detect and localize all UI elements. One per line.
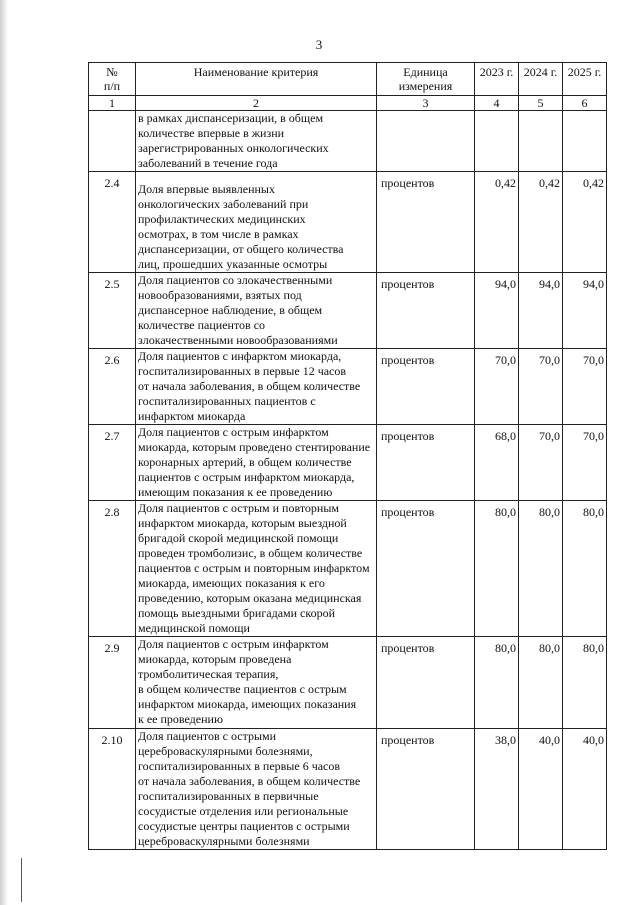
- criterion-name-line: имеющим показания к ее проведению: [138, 485, 333, 499]
- criterion-name-line: помощь выездными бригадами скорой: [138, 606, 336, 620]
- unit-of-measure: процентов: [377, 501, 475, 637]
- criterion-name-line: лиц, прошедших указанные осмотры: [138, 257, 328, 271]
- criterion-name-line: в рамках диспансеризации, в общем: [138, 111, 324, 125]
- criterion-name-line: цереброваскулярными болезнями,: [138, 744, 313, 758]
- criterion-name-line: от начала заболевания, в общем количестве: [138, 774, 361, 788]
- criterion-name-line: коронарных артерий, в общем количестве: [138, 455, 352, 469]
- criterion-name: [136, 273, 377, 349]
- criterion-name-line: тромболитическая терапия,: [138, 667, 279, 681]
- criterion-name-line: миокарда, которым проведено стентирование: [138, 440, 371, 454]
- header-number: № п/п: [89, 63, 136, 96]
- criterion-name-line: сосудистые центры пациентов с острыми: [138, 819, 350, 833]
- criterion-name: [136, 637, 377, 729]
- value-2023: 80,0: [475, 637, 519, 729]
- value-2024: 94,0: [519, 273, 563, 349]
- scan-margin-mark: [21, 858, 22, 902]
- value-2025: 94,0: [563, 273, 607, 349]
- value-2024: 70,0: [519, 349, 563, 425]
- column-number: 1: [89, 96, 136, 111]
- value-2023: [475, 111, 519, 172]
- value-2024: 70,0: [519, 425, 563, 501]
- value-2023: 38,0: [475, 729, 519, 850]
- value-2025: 0,42: [563, 172, 607, 273]
- criteria-table: [88, 62, 607, 850]
- criterion-name-line: в общем количестве пациентов с острым: [138, 682, 347, 696]
- criterion-name-line: зарегистрированных онкологических: [138, 141, 329, 155]
- criterion-name-line: злокачественными новообразованиями: [138, 333, 338, 347]
- criterion-name-line: госпитализированных пациентов с: [138, 394, 316, 408]
- criterion-name-line: пациентов с острым инфарктом миокарда,: [138, 470, 355, 484]
- criterion-name: [136, 172, 377, 273]
- row-number: 2.6: [89, 349, 136, 425]
- row-number: 2.8: [89, 501, 136, 637]
- value-2025: 70,0: [563, 349, 607, 425]
- criterion-name-line: Доля пациентов с острым инфарктом: [138, 425, 329, 439]
- criterion-name-line: инфарктом миокарда, которым выездной: [138, 516, 347, 530]
- value-2025: 80,0: [563, 637, 607, 729]
- value-2025: [563, 111, 607, 172]
- value-2024: 80,0: [519, 501, 563, 637]
- criterion-name-line: инфарктом миокарда: [138, 409, 246, 423]
- criterion-name-line: проведен тромболизис, в общем количестве: [138, 546, 363, 560]
- criterion-name-line: миокарда, которым проведена: [138, 652, 292, 666]
- criterion-name-line: пациентов с острым и повторным инфарктом: [138, 561, 370, 575]
- criterion-name: [136, 111, 377, 172]
- criterion-name-line: Доля пациентов с острым инфарктом: [138, 637, 329, 651]
- criterion-name-line: Доля пациентов с острым и повторным: [138, 501, 339, 515]
- criterion-name-line: осмотрах, в том числе в рамках: [138, 227, 299, 241]
- table-row: [89, 501, 607, 637]
- unit-of-measure: процентов: [377, 349, 475, 425]
- table-row: [89, 172, 607, 273]
- column-number: 5: [519, 96, 563, 111]
- criterion-name-line: медицинской помощи: [138, 621, 250, 635]
- row-number: 2.9: [89, 637, 136, 729]
- header-criterion-name: Наименование критерия: [136, 63, 377, 96]
- criterion-name-line: Доля пациентов со злокачественными: [138, 273, 333, 287]
- unit-of-measure: [377, 111, 475, 172]
- header-unit: Единица измерения: [377, 63, 475, 96]
- criterion-name-line: сосудистые отделения или региональные: [138, 804, 349, 818]
- unit-of-measure: процентов: [377, 172, 475, 273]
- criterion-name-line: цереброваскулярными болезнями: [138, 834, 310, 848]
- criterion-name-line: онкологических заболеваний при: [138, 197, 309, 211]
- table-header-row: [89, 63, 607, 96]
- column-number: 6: [563, 96, 607, 111]
- unit-of-measure: процентов: [377, 637, 475, 729]
- criterion-name-line: проведению, которым оказана медицинская: [138, 591, 362, 605]
- criterion-name-line: к ее проведению: [138, 712, 223, 726]
- criterion-name-line: Доля пациентов с инфарктом миокарда,: [138, 349, 342, 363]
- value-2023: 68,0: [475, 425, 519, 501]
- criterion-name-line: количестве пациентов со: [138, 318, 266, 332]
- column-number-row: [89, 96, 607, 111]
- column-number: 3: [377, 96, 475, 111]
- value-2023: 0,42: [475, 172, 519, 273]
- value-2024: 0,42: [519, 172, 563, 273]
- table-row: [89, 637, 607, 729]
- row-number: 2.7: [89, 425, 136, 501]
- value-2025: 70,0: [563, 425, 607, 501]
- column-number: 4: [475, 96, 519, 111]
- scan-edge-shadow: [0, 0, 8, 905]
- value-2023: 80,0: [475, 501, 519, 637]
- criterion-name-line: новообразованиями, взятых под: [138, 288, 302, 302]
- value-2024: 80,0: [519, 637, 563, 729]
- criterion-name-line: госпитализированных в первые 12 часов: [138, 364, 347, 378]
- criterion-name-line: от начала заболевания, в общем количестве: [138, 379, 361, 393]
- criterion-name-line: заболеваний в течение года: [138, 156, 278, 170]
- unit-of-measure: процентов: [377, 425, 475, 501]
- table-row: [89, 273, 607, 349]
- criterion-name-line: Доля впервые выявленных: [138, 182, 275, 196]
- criterion-name-line: диспансерное наблюдение, в общем: [138, 303, 323, 317]
- criterion-name-line: профилактических медицинских: [138, 212, 306, 226]
- row-number: 2.4: [89, 172, 136, 273]
- criterion-name-line: миокарда, имеющих показания к его: [138, 576, 325, 590]
- unit-of-measure: процентов: [377, 729, 475, 850]
- table-row: [89, 729, 607, 850]
- value-2023: 94,0: [475, 273, 519, 349]
- value-2023: 70,0: [475, 349, 519, 425]
- criterion-name-line: инфарктом миокарда, имеющих показания: [138, 697, 357, 711]
- value-2025: 40,0: [563, 729, 607, 850]
- header-year-2024: 2024 г.: [519, 63, 563, 96]
- value-2024: [519, 111, 563, 172]
- criterion-name-line: бригадой скорой медицинской помощи: [138, 531, 339, 545]
- header-year-2023: 2023 г.: [475, 63, 519, 96]
- value-2025: 80,0: [563, 501, 607, 637]
- page-number: 3: [315, 37, 323, 52]
- criterion-name: [136, 729, 377, 850]
- criterion-name: [136, 501, 377, 637]
- table-row: [89, 111, 607, 172]
- criterion-name: [136, 425, 377, 501]
- header-year-2025: 2025 г.: [563, 63, 607, 96]
- value-2024: 40,0: [519, 729, 563, 850]
- column-number: 2: [136, 96, 377, 111]
- criterion-name-line: количестве впервые в жизни: [138, 126, 285, 140]
- table-row: [89, 349, 607, 425]
- criterion-name-line: госпитализированных в первые 6 часов: [138, 759, 341, 773]
- unit-of-measure: процентов: [377, 273, 475, 349]
- criterion-name-line: диспансеризации, от общего количества: [138, 242, 344, 256]
- row-number: 2.10: [89, 729, 136, 850]
- criterion-name-line: госпитализированных в первичные: [138, 789, 319, 803]
- row-number: [89, 111, 136, 172]
- row-number: 2.5: [89, 273, 136, 349]
- criterion-name: [136, 349, 377, 425]
- table-row: [89, 425, 607, 501]
- criterion-name-line: Доля пациентов с острыми: [138, 729, 277, 743]
